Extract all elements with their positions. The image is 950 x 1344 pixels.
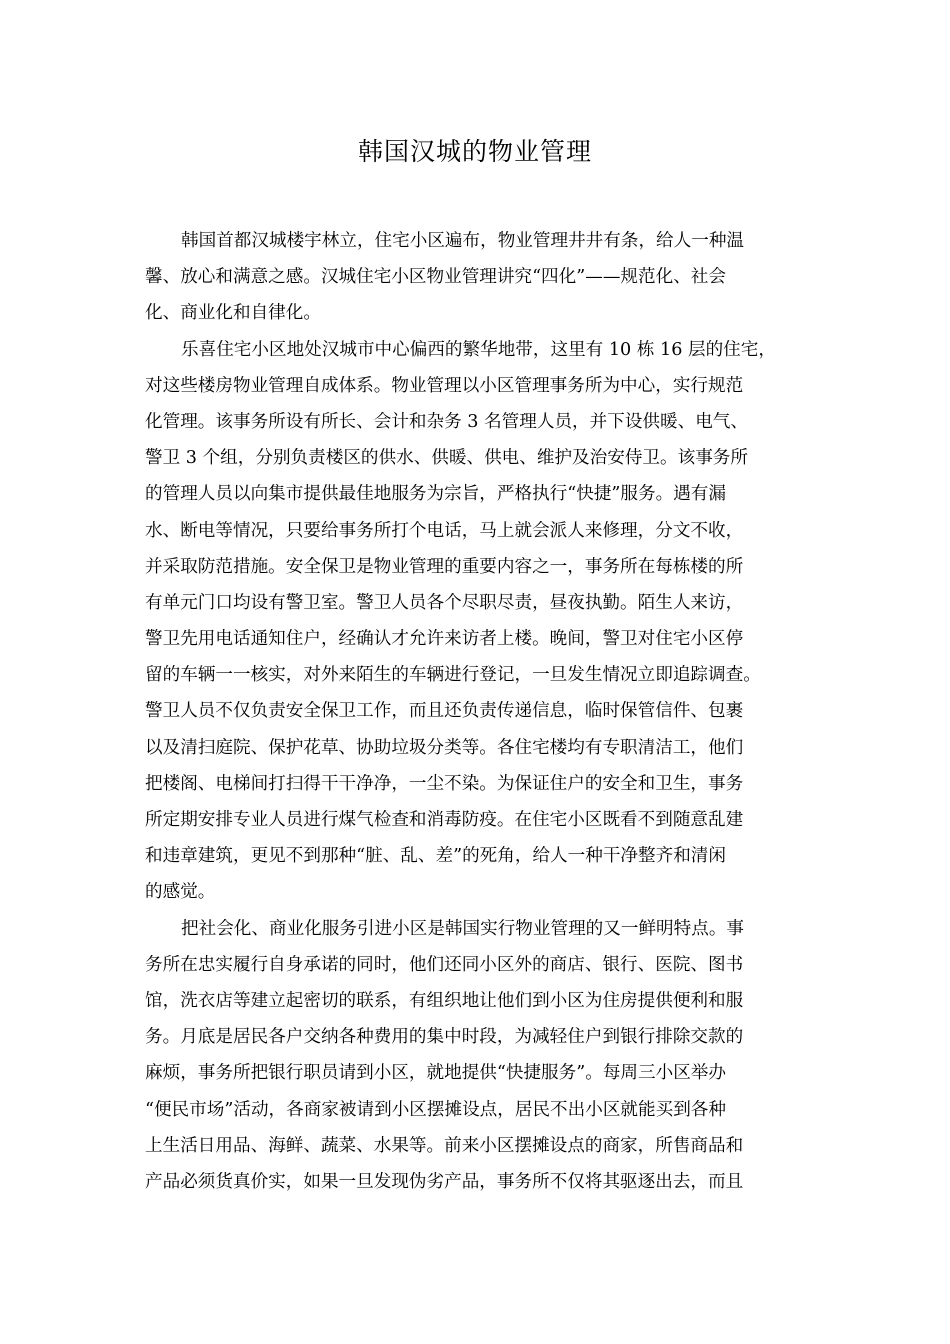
paragraph-2-line-2: 对这些楼房物业管理自成体系。物业管理以小区管理事务所为中心，实行规范 — [145, 375, 744, 396]
paragraph-3-line-5: 麻烦，事务所把银行职员请到小区，就地提供“快捷服务”。每周三小区举办 — [145, 1063, 726, 1084]
paragraph-2-line-15: 和违章建筑，更见不到那种“脏、乱、差”的死角，给人一种干净整齐和清闲 — [145, 846, 726, 867]
paragraph-2-line-10: 留的车辆一一核实，对外来陌生的车辆进行登记，一旦发生情况立即追踪调查。 — [145, 665, 761, 686]
paragraph-2-line-7: 并采取防范措施。安全保卫是物业管理的重要内容之一，事务所在每栋楼的所 — [145, 556, 744, 577]
paragraph-3-line-6: “便民市场”活动，各商家被请到小区摆摊设点，居民不出小区就能买到各种 — [145, 1099, 726, 1120]
paragraph-2-line-13: 把楼阁、电梯间打扫得干干净净，一尘不染。为保证住户的安全和卫生，事务 — [145, 773, 744, 794]
paragraph-3-line-1: 把社会化、商业化服务引进小区是韩国实行物业管理的又一鲜明特点。事 — [181, 918, 745, 939]
paragraph-2-line-12: 以及清扫庭院、保护花草、协助垃圾分类等。各住宅楼均有专职清洁工，他们 — [145, 737, 744, 758]
paragraph-3-line-8: 产品必须货真价实，如果一旦发现伪劣产品，事务所不仅将其驱逐出去，而且 — [145, 1171, 744, 1192]
document-body — [145, 223, 815, 1200]
paragraph-1-line-3: 化、商业化和自律化。 — [145, 303, 321, 324]
document-title: 韩国汉城的物业管理 — [357, 137, 592, 166]
paragraph-3-line-4: 务。月底是居民各户交纳各种费用的集中时段，为减轻住户到银行排除交款的 — [145, 1027, 744, 1048]
paragraph-1-line-1: 韩国首都汉城楼宇林立，住宅小区遍布，物业管理井井有条，给人一种温 — [181, 231, 745, 251]
paragraph-2-line-8: 有单元门口均设有警卫室。警卫人员各个尽职尽责，昼夜执勤。陌生人来访， — [145, 592, 744, 613]
paragraph-2-line-1: 乐喜住宅小区地处汉城市中心偏西的繁华地带，这里有 10 栋 16 层的住宅， — [181, 339, 776, 360]
paragraph-3-line-2: 务所在忠实履行自身承诺的同时，他们还同小区外的商店、银行、医院、图书 — [145, 954, 744, 975]
paragraph-2-line-11: 警卫人员不仅负责安全保卫工作，而且还负责传递信息，临时保管信件、包裹 — [145, 701, 744, 722]
paragraph-2-line-5: 的管理人员以向集市提供最佳地服务为宗旨，严格执行“快捷”服务。遇有漏 — [145, 484, 726, 505]
paragraph-2-line-6: 水、断电等情况，只要给事务所打个电话，马上就会派人来修理，分文不收， — [145, 520, 744, 541]
paragraph-1-line-2: 馨、放心和满意之感。汉城住宅小区物业管理讲究“四化”——规范化、社会 — [145, 267, 726, 288]
paragraph-2-line-3: 化管理。该事务所设有所长、会计和杂务 3 名管理人员，并下设供暖、电气、 — [145, 411, 748, 432]
paragraph-3-line-3: 馆，洗衣店等建立起密切的联系，有组织地让他们到小区为住房提供便利和服 — [145, 990, 744, 1011]
paragraph-2-line-14: 所定期安排专业人员进行煤气检查和消毒防疫。在住宅小区既看不到随意乱建 — [145, 810, 744, 830]
paragraph-2-line-16: 的感觉。 — [145, 882, 216, 903]
paragraph-3-line-7: 上生活日用品、海鲜、蔬菜、水果等。前来小区摆摊设点的商家，所售商品和 — [145, 1135, 744, 1156]
paragraph-2-line-4: 警卫 3 个组，分别负责楼区的供水、供暖、供电、维护及治安侍卫。该事务所 — [145, 448, 748, 469]
paragraph-2-line-9: 警卫先用电话通知住户，经确认才允许来访者上楼。晚间，警卫对住宅小区停 — [145, 629, 744, 650]
